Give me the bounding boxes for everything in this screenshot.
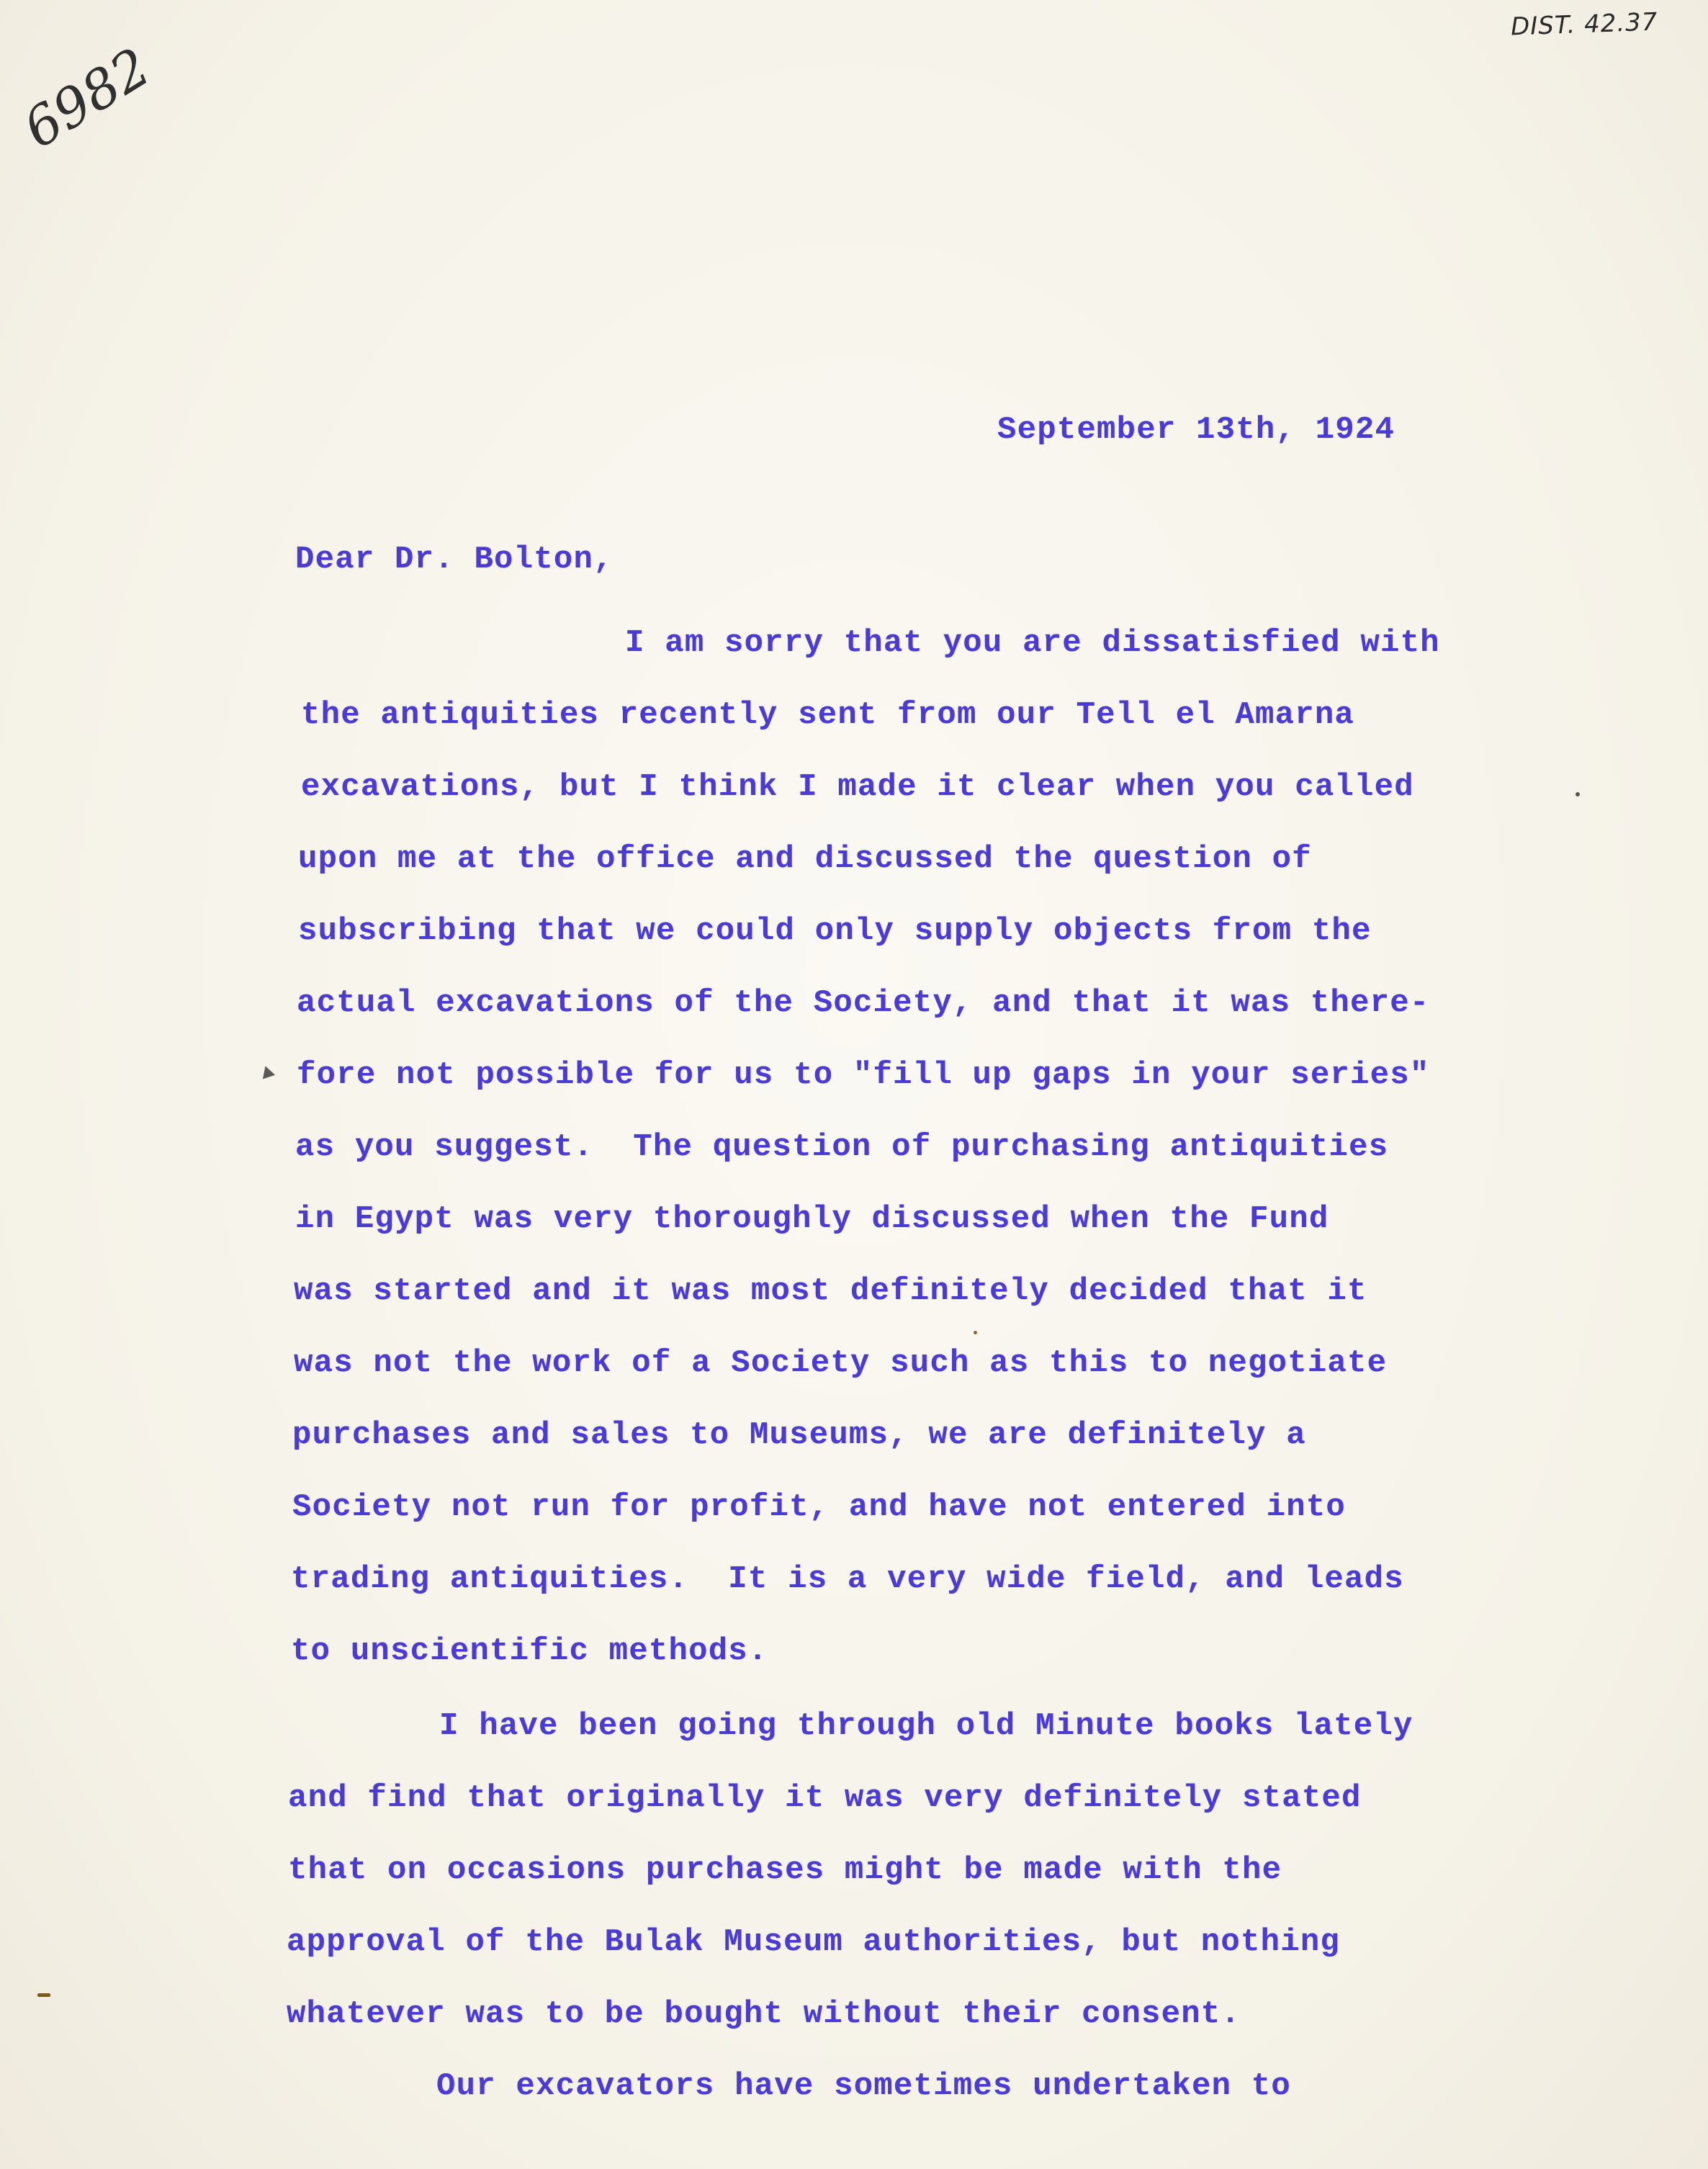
body-line: and find that originally it was very definitely stated [288, 1780, 1362, 1816]
body-line: in Egypt was very thoroughly discussed when the Fund [295, 1201, 1329, 1237]
margin-arrow-mark [259, 1064, 275, 1079]
body-line: whatever was to be bought without their consent. [287, 1996, 1241, 2032]
body-line: to unscientific methods. [291, 1633, 768, 1669]
body-line: Society not run for profit, and have not entered into [292, 1489, 1347, 1525]
body-line: upon me at the office and discussed the question of [298, 841, 1312, 877]
body-line: as you suggest. The question of purchasing antiquities [295, 1129, 1389, 1165]
body-line: was not the work of a Society such as this to negotiate [294, 1345, 1388, 1381]
body-line: I am sorry that you are dissatisfied with [625, 625, 1440, 661]
body-line: trading antiquities. It is a very wide field, and leads [291, 1561, 1404, 1597]
body-line: excavations, but I think I made it clear when you called [301, 769, 1414, 805]
body-line: purchases and sales to Museums, we are definitely a [292, 1417, 1306, 1453]
body-line: approval of the Bulak Museum authorities, but nothing [287, 1924, 1341, 1960]
body-line: Our excavators have sometimes undertaken to [436, 2068, 1291, 2104]
body-line: fore not possible for us to "fill up gaps in your series" [297, 1057, 1430, 1093]
salutation: Dear Dr. Bolton, [295, 542, 613, 578]
letter-date: September 13th, 1924 [997, 412, 1395, 448]
paper-speck [974, 1331, 977, 1334]
body-line: actual excavations of the Society, and that it was there- [297, 985, 1430, 1021]
archive-reference-note: DIST. 42.37 [1509, 7, 1658, 42]
body-line: the antiquities recently sent from our Tell el Amarna [301, 697, 1355, 733]
body-line: that on occasions purchases might be made with the [288, 1852, 1282, 1888]
margin-dash-mark [37, 1993, 50, 1997]
accession-number-handwritten: 6982 [13, 36, 161, 161]
body-line: I have been going through old Minute books lately [439, 1708, 1413, 1744]
body-line: subscribing that we could only supply objects from the [298, 913, 1372, 949]
paper-speck [1576, 792, 1580, 796]
body-line: was started and it was most definitely decided that it [294, 1273, 1367, 1309]
